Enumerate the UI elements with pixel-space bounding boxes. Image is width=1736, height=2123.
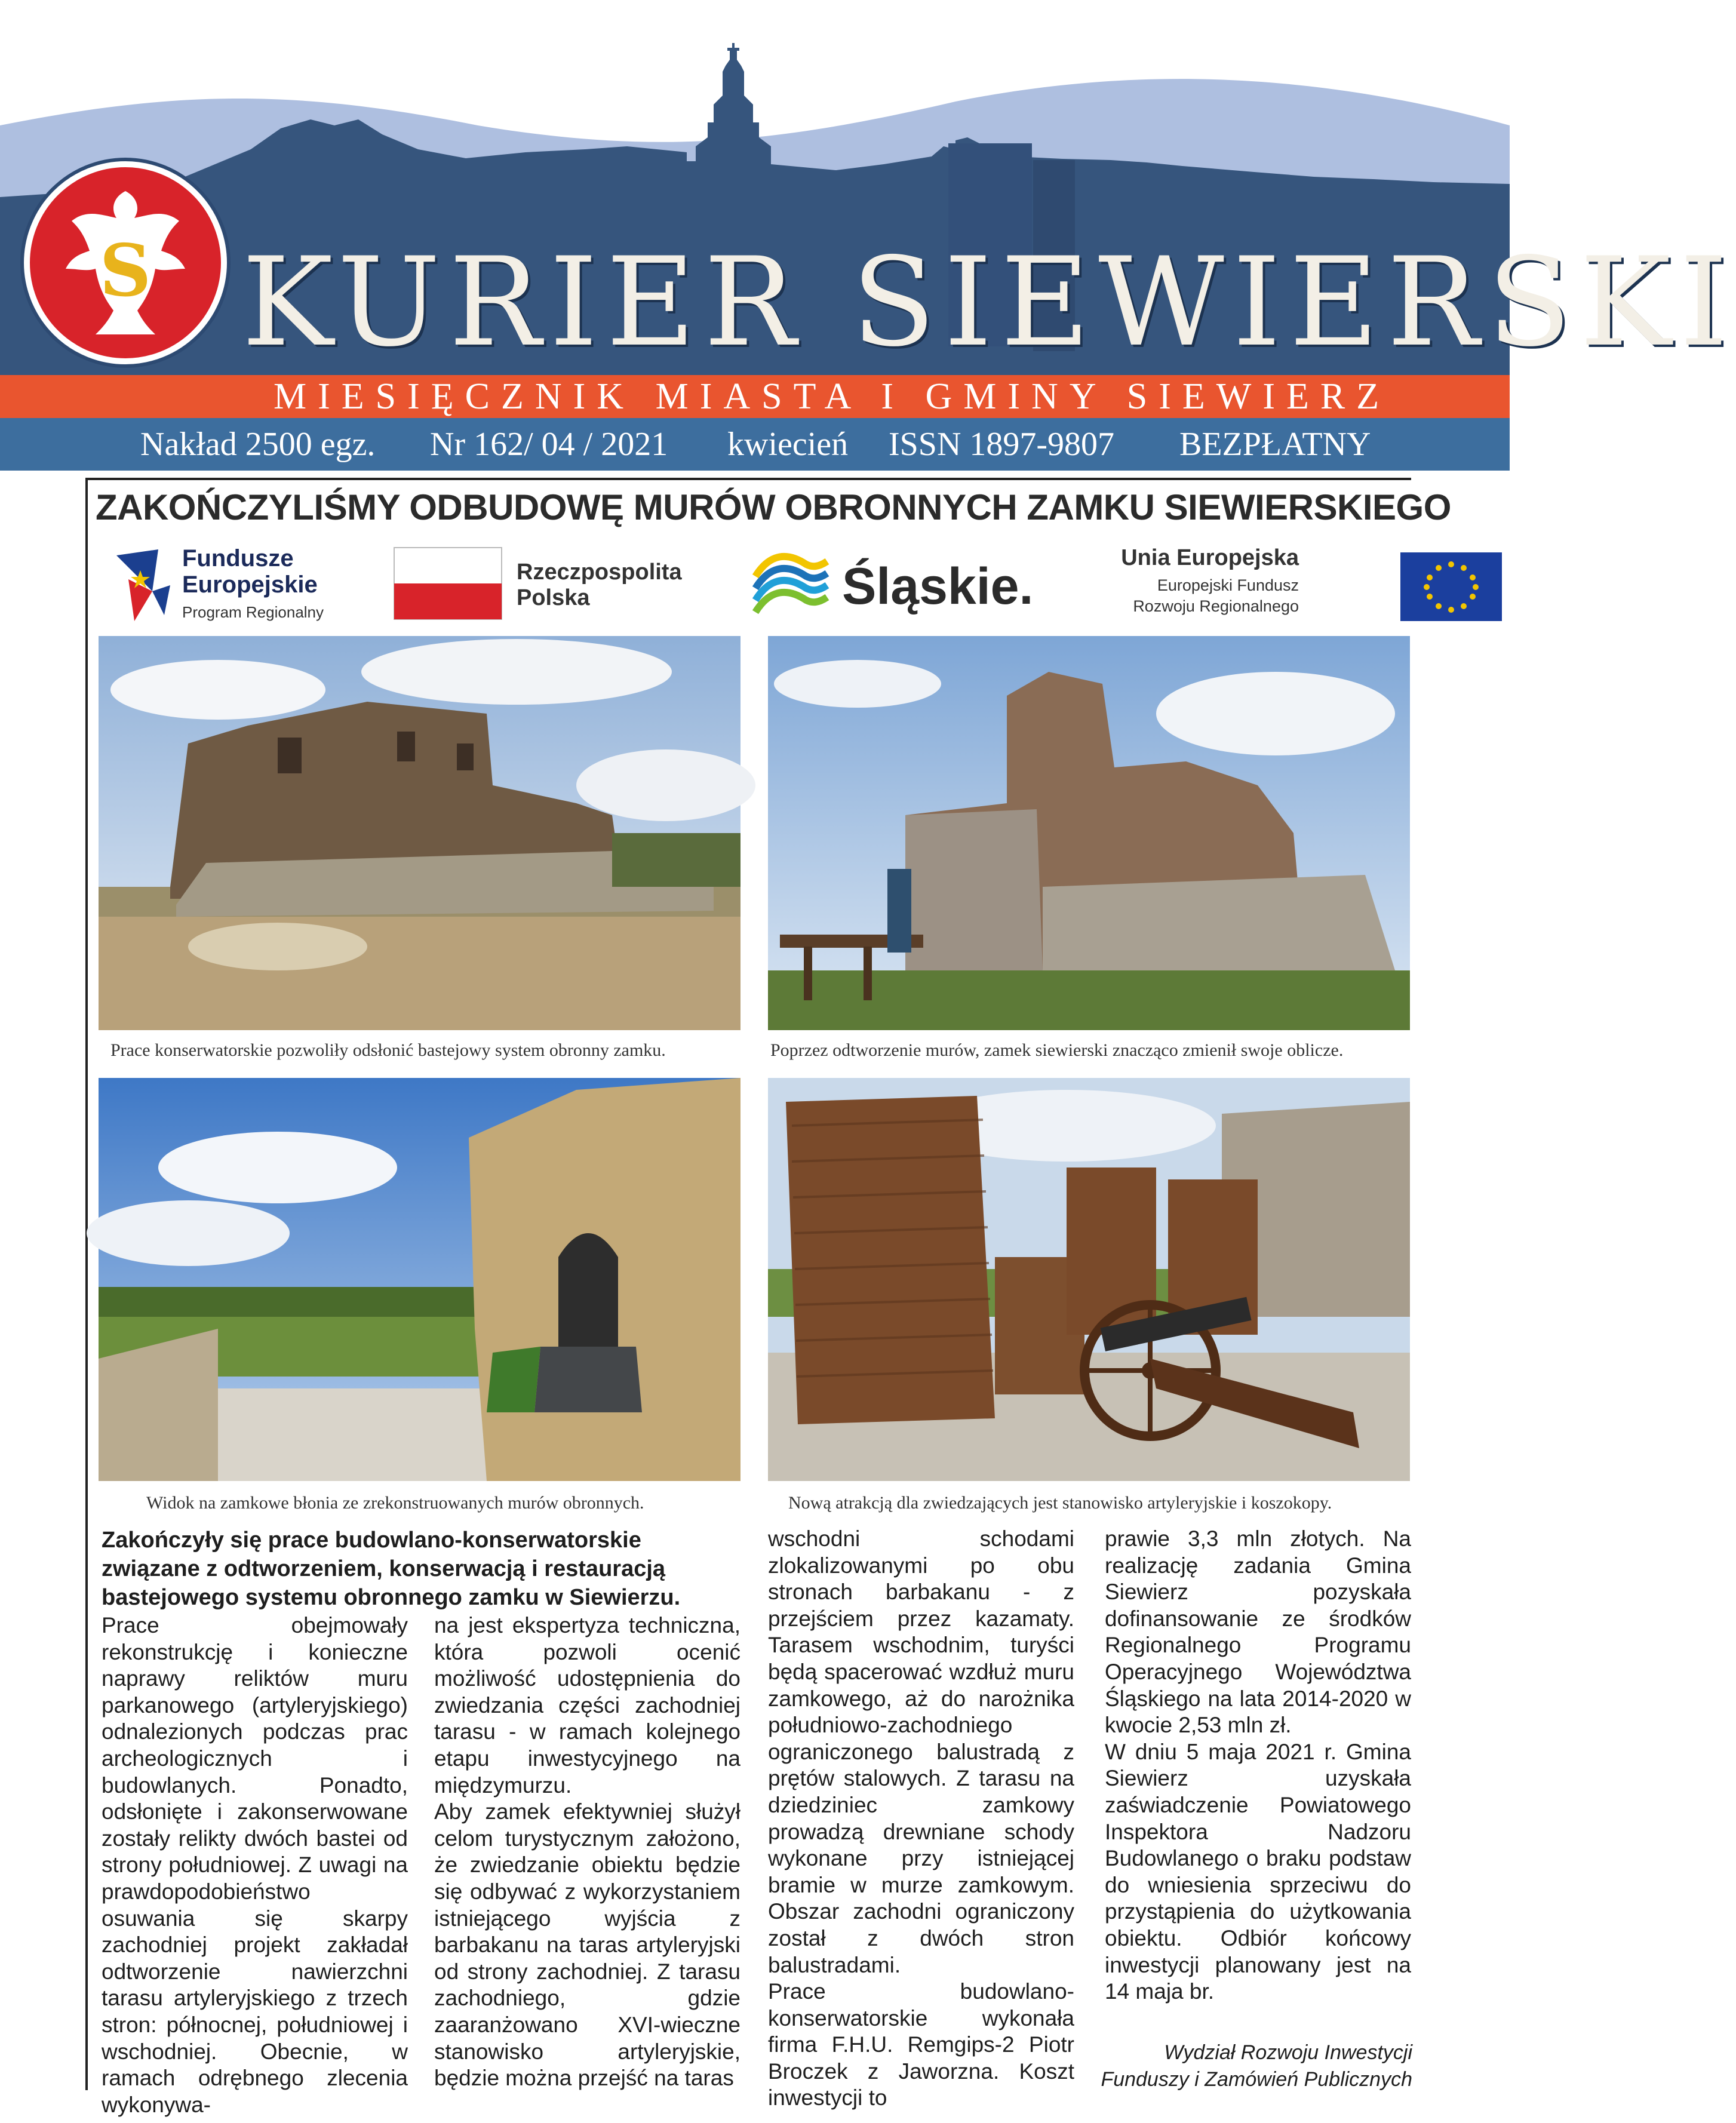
rp-logo-line2: Polska [517,585,590,610]
slaskie-logo [752,540,1033,630]
newspaper-subtitle: MIESIĘCZNIK MIASTA I GMINY SIEWIERZ [274,376,1391,417]
photo1-caption: Prace konserwatorskie pozwoliły odsłonić bastejowy system obronny zamku. [110,1040,666,1060]
svg-text:S: S [99,229,152,313]
ue-logo-line2: Europejski Fundusz [1157,576,1299,594]
town-emblem [24,161,227,364]
signature-line-1: Wydział Rozwoju Inwestycji [1164,2041,1412,2064]
photo4-caption: Nową atrakcją dla zwiedzających jest stanowisko artyleryjskie i koszokopy. [788,1493,1332,1513]
fe-logo-line3: Program Regionalny [182,603,324,621]
photo-castle-ruins [99,636,741,1030]
photo-castle-tower [768,636,1410,1030]
newspaper-title: KURIER SIEWIERSKI [242,232,1736,374]
issue-month: kwiecień [727,426,849,463]
photo3-caption: Widok na zamkowe błonia ze zrekonstruowanych murów obronnych. [146,1493,644,1513]
article-top-rule [85,478,1411,480]
photo-artillery-post [768,1078,1410,1481]
slaskie-logo-text: Śląskie. [842,558,1034,615]
unia-europejska-logo [1090,540,1400,630]
article-column-1: Prace obejmowały rekonstrukcję i konieczne naprawy reliktów muru parkanowego (artyleryjskiego) odnalezionych podczas prac archeologicznych i budowlanych. Ponadto, odsłonięte i zakonserwowane zostały relikty dwóch bastei od strony południowej. Z uwagi na prawdopodobieństwo osuwania się skarpy zachodniej projekt zakładał odtworzenie nawierzchni tarasu artyleryjskiego z trzech stron: północnej, południowej i wschodniej. Obecnie, w ramach odrębnego zlecenia wykonywa- [102,1613,408,2117]
fe-logo-line1: Fundusze [182,545,294,572]
circulation-text: Nakład 2500 egz. [140,426,376,463]
rp-logo-line1: Rzeczpospolita [517,560,682,585]
article-headline: ZAKOŃCZYLIŚMY ODBUDOWĘ MURÓW OBRONNYCH ZAMKU SIEWIERSKIEGO [96,487,1451,527]
photo-castle-lawn [99,1078,741,1481]
issue-number: Nr 162/ 04 / 2021 [430,426,668,463]
rzeczpospolita-polska-logo [394,540,682,630]
article-column-2: na jest ekspertyza techniczna, która pozwoli ocenić możliwość udostępnienia do zwiedzania części zachodniej tarasu - w ramach kolejnego etapu inwestycyjnego na międzymurzu. Aby zamek efektywniej służył celom turystycznym założono, że zwiedzanie obiektu będzie się odbywać z wykorzystaniem istniejącego wyjścia z barbakanu na taras artyleryjski od strony zachodniej. Z tarasu zachodniego, gdzie zaaranżowano XVI-wieczne stanowisko artyleryjskie, będzie można przejść na taras [434,1613,741,2091]
photo2-caption: Poprzez odtworzenie murów, zamek siewierski znacząco zmienił swoje oblicze. [770,1040,1344,1060]
ue-logo-line1: Unia Europejska [1121,545,1299,570]
article-column-4: prawie 3,3 mln złotych. Na realizację zadania Gmina Siewierz pozyskała dofinansowanie ze środków Regionalnego Programu Operacyjnego Województwa Śląskiego na lata 2014-2020 w kwocie 2,53 mln zł. W dniu 5 maja 2021 r. Gmina Siewierz uzyskała zaświadczenie Powiatowego Inspektora Nadzoru Budowlanego o braku podstaw do wniesienia sprzeciwu do przystąpienia do użytkowania obiektu. Odbiór końcowy inwestycji planowany jest na 14 maja br. [1105,1526,1411,2004]
fundusze-europejskie-logo [110,540,349,630]
ue-logo-line3: Rozwoju Regionalnego [1133,597,1299,615]
article-signature [1069,2039,1412,2093]
funding-logos [110,540,1400,630]
signature-line-2: Funduszy i Zamówień Publicznych [1101,2068,1412,2091]
price-text: BEZPŁATNY [1179,426,1371,463]
article-column-3: wschodni schodami zlokalizowanymi po obu stronach barbakanu - z przejściem przez kazamaty. Tarasem wschodnim, turyści będą spacerować wzdłuż muru zamkowego, aż do narożnika południowo-zachodniego ograniczonego balustradą z prętów stalowych. Z tarasu na dziedziniec zamkowy prowadzą drewniane schody wykonane przy istniejącej bramie w murze zamkowym. Obszar zachodni ograniczony został z dwóch stron balustradami. Prace budowlano-konserwatorskie wykonała firma F.H.U. Remgips-2 Piotr Broczek z Jaworzna. Koszt inwestycji to [768,1526,1074,2110]
fe-logo-line2: Europejskie [182,572,318,598]
article-left-rule [85,478,88,2090]
article-lead: Zakończyły się prace budowlano-konserwatorskie związane z odtworzeniem, konserwacją i restauracją bastejowego systemu obronnego zamku w Siewierzu. [102,1528,681,1610]
issn-text: ISSN 1897-9807 [889,426,1115,463]
eu-flag-icon [1400,552,1502,621]
